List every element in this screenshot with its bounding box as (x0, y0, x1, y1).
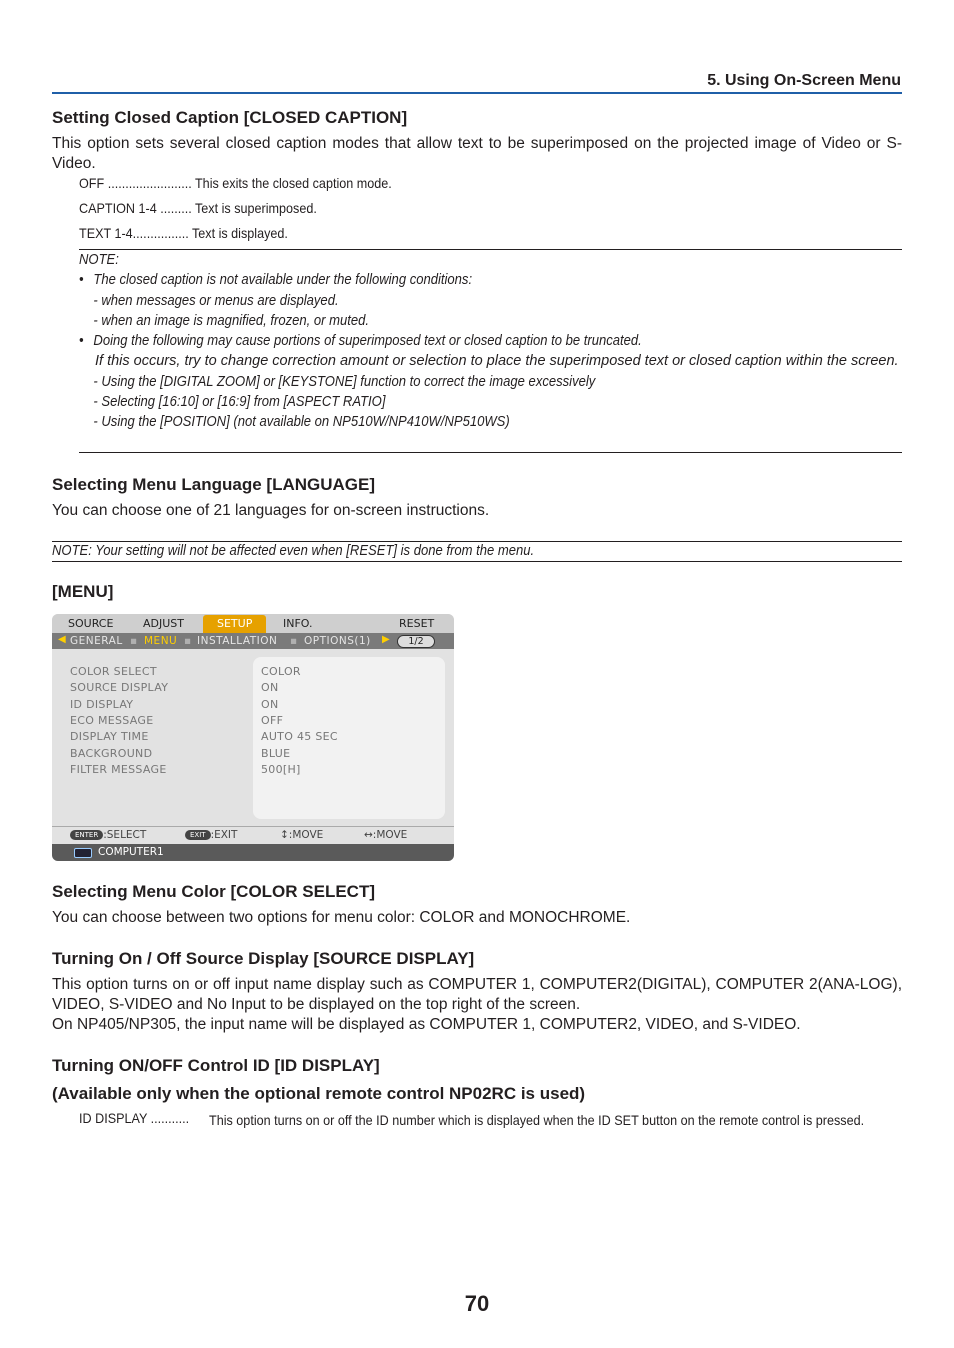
note-line: - when messages or menus are displayed. (93, 292, 339, 309)
cc-option-text: TEXT 1-4................ Text is displayed. (79, 225, 288, 241)
osd-tab-adjust: ADJUST (143, 617, 184, 630)
language-note-text: NOTE: Your setting will not be affected even when [RESET] is done from the menu. (52, 543, 535, 559)
osd-subtab-separator: ▪ (184, 635, 192, 647)
left-arrow-icon: ◀ (58, 634, 66, 645)
osd-body (52, 649, 454, 826)
language-note-rule-bottom (52, 561, 902, 562)
osd-label: DISPLAY TIME (70, 730, 149, 743)
osd-label: ECO MESSAGE (70, 714, 154, 727)
closed-caption-heading: Setting Closed Caption [CLOSED CAPTION] (52, 108, 408, 127)
exit-hint: :EXIT (210, 829, 238, 841)
color-select-text: You can choose between two options for menu color: COLOR and MONOCHROME. (52, 909, 631, 926)
note-line: • The closed caption is not available under the following conditions: (79, 270, 820, 290)
header-rule (52, 92, 902, 94)
osd-label: FILTER MESSAGE (70, 763, 167, 776)
closed-caption-intro: This option sets several closed caption modes that allow text to be superimposed on the projected image of Video or S-Video. (52, 135, 902, 172)
osd-value: ON (261, 698, 279, 711)
osd-footer (52, 826, 454, 844)
osd-subtab-separator: ▪ (290, 635, 298, 647)
osd-tab-reset: RESET (399, 617, 435, 630)
osd-value: OFF (261, 714, 284, 727)
note-line: - Selecting [16:10] or [16:9] from [ASPECT RATIO] (93, 394, 386, 411)
language-heading: Selecting Menu Language [LANGUAGE] (52, 475, 376, 494)
note-line: - when an image is magnified, frozen, or muted. (93, 312, 370, 329)
osd-value: COLOR (261, 665, 301, 678)
language-note (52, 541, 902, 561)
osd-label: SOURCE DISPLAY (70, 681, 169, 694)
osd-subtab-separator: ▪ (130, 635, 138, 647)
note-line: If this occurs, try to change correction amount or selection to place the superimposed text or closed caption within the screen. (95, 353, 899, 370)
osd-label: BACKGROUND (70, 747, 153, 760)
osd-footer-move-vertical: ↕:MOVE (280, 829, 324, 841)
closed-caption-note (79, 250, 902, 433)
id-display-heading: Turning ON/OFF Control ID [ID DISPLAY] (52, 1056, 380, 1075)
osd-subtab-menu: MENU (144, 635, 178, 647)
note-label: NOTE: (79, 252, 119, 268)
osd-subtab-installation: INSTALLATION (197, 635, 278, 647)
osd-subtab-bar (52, 633, 454, 649)
osd-status-bar (52, 844, 454, 861)
note-line: - Using the [DIGITAL ZOOM] or [KEYSTONE] function to correct the image excessively (93, 373, 596, 390)
id-display-desc: This option turns on or off the ID number which is displayed when the ID SET button on the remote control is pressed. (209, 1112, 865, 1128)
source-display-heading: Turning On / Off Source Display [SOURCE DISPLAY] (52, 949, 475, 968)
id-display-subheading: (Available only when the optional remote control NP02RC is used) (52, 1084, 586, 1103)
id-display-term: ID DISPLAY ........... (79, 1110, 190, 1126)
osd-value: BLUE (261, 747, 291, 760)
osd-footer-select (70, 829, 146, 841)
osd-tab-source: SOURCE (68, 617, 114, 630)
color-select-heading: Selecting Menu Color [COLOR SELECT] (52, 882, 376, 901)
right-arrow-icon: ▶ (382, 634, 390, 645)
osd-footer-exit (185, 829, 237, 841)
osd-page-indicator: 1/2 (397, 635, 435, 648)
osd-tab-bar (52, 614, 454, 633)
cc-option-off: OFF ........................ This exits the closed caption mode. (79, 175, 392, 191)
osd-value: AUTO 45 SEC (261, 730, 338, 743)
exit-key-icon: EXIT (185, 830, 211, 840)
enter-key-icon: ENTER (70, 830, 103, 840)
osd-subtab-options: OPTIONS(1) (304, 635, 371, 647)
osd-value: 500[H] (261, 763, 301, 776)
id-display-desc-wrap (209, 1110, 901, 1130)
select-hint: :SELECT (103, 829, 147, 841)
page-number: 70 (464, 1291, 490, 1316)
source-display-text1: This option turns on or off input name display such as COMPUTER 1, COMPUTER2(DIGITAL), COMPUTER 2(ANA-LOG), VIDEO, S-VIDEO and No Input to be displayed on the top right of the screen. (52, 976, 902, 1013)
language-text: You can choose one of 21 languages for on-screen instructions. (52, 502, 490, 519)
note-line: • Doing the following may cause portions of superimposed text or closed caption to be truncated. (79, 331, 820, 351)
osd-menu-screenshot (52, 614, 454, 861)
menu-heading: [MENU] (52, 582, 114, 601)
osd-label: COLOR SELECT (70, 665, 157, 678)
osd-subtab-general: GENERAL (70, 635, 123, 647)
osd-label: ID DISPLAY (70, 698, 134, 711)
computer-input-icon (74, 848, 92, 858)
osd-footer-move-horizontal: ↔:MOVE (364, 829, 408, 841)
running-header: 5. Using On-Screen Menu (707, 72, 901, 89)
osd-tab-setup: SETUP (203, 615, 266, 633)
note-rule-bottom (79, 452, 902, 453)
source-display-text2: On NP405/NP305, the input name will be displayed as COMPUTER 1, COMPUTER2, VIDEO, and S-VIDEO. (52, 1016, 801, 1033)
osd-status-source: COMPUTER1 (98, 846, 164, 858)
cc-option-caption: CAPTION 1-4 ......... Text is superimposed. (79, 200, 317, 216)
note-line: - Using the [POSITION] (not available on NP510W/NP410W/NP510WS) (93, 414, 510, 431)
osd-value: ON (261, 681, 279, 694)
osd-tab-info: INFO. (283, 617, 313, 630)
